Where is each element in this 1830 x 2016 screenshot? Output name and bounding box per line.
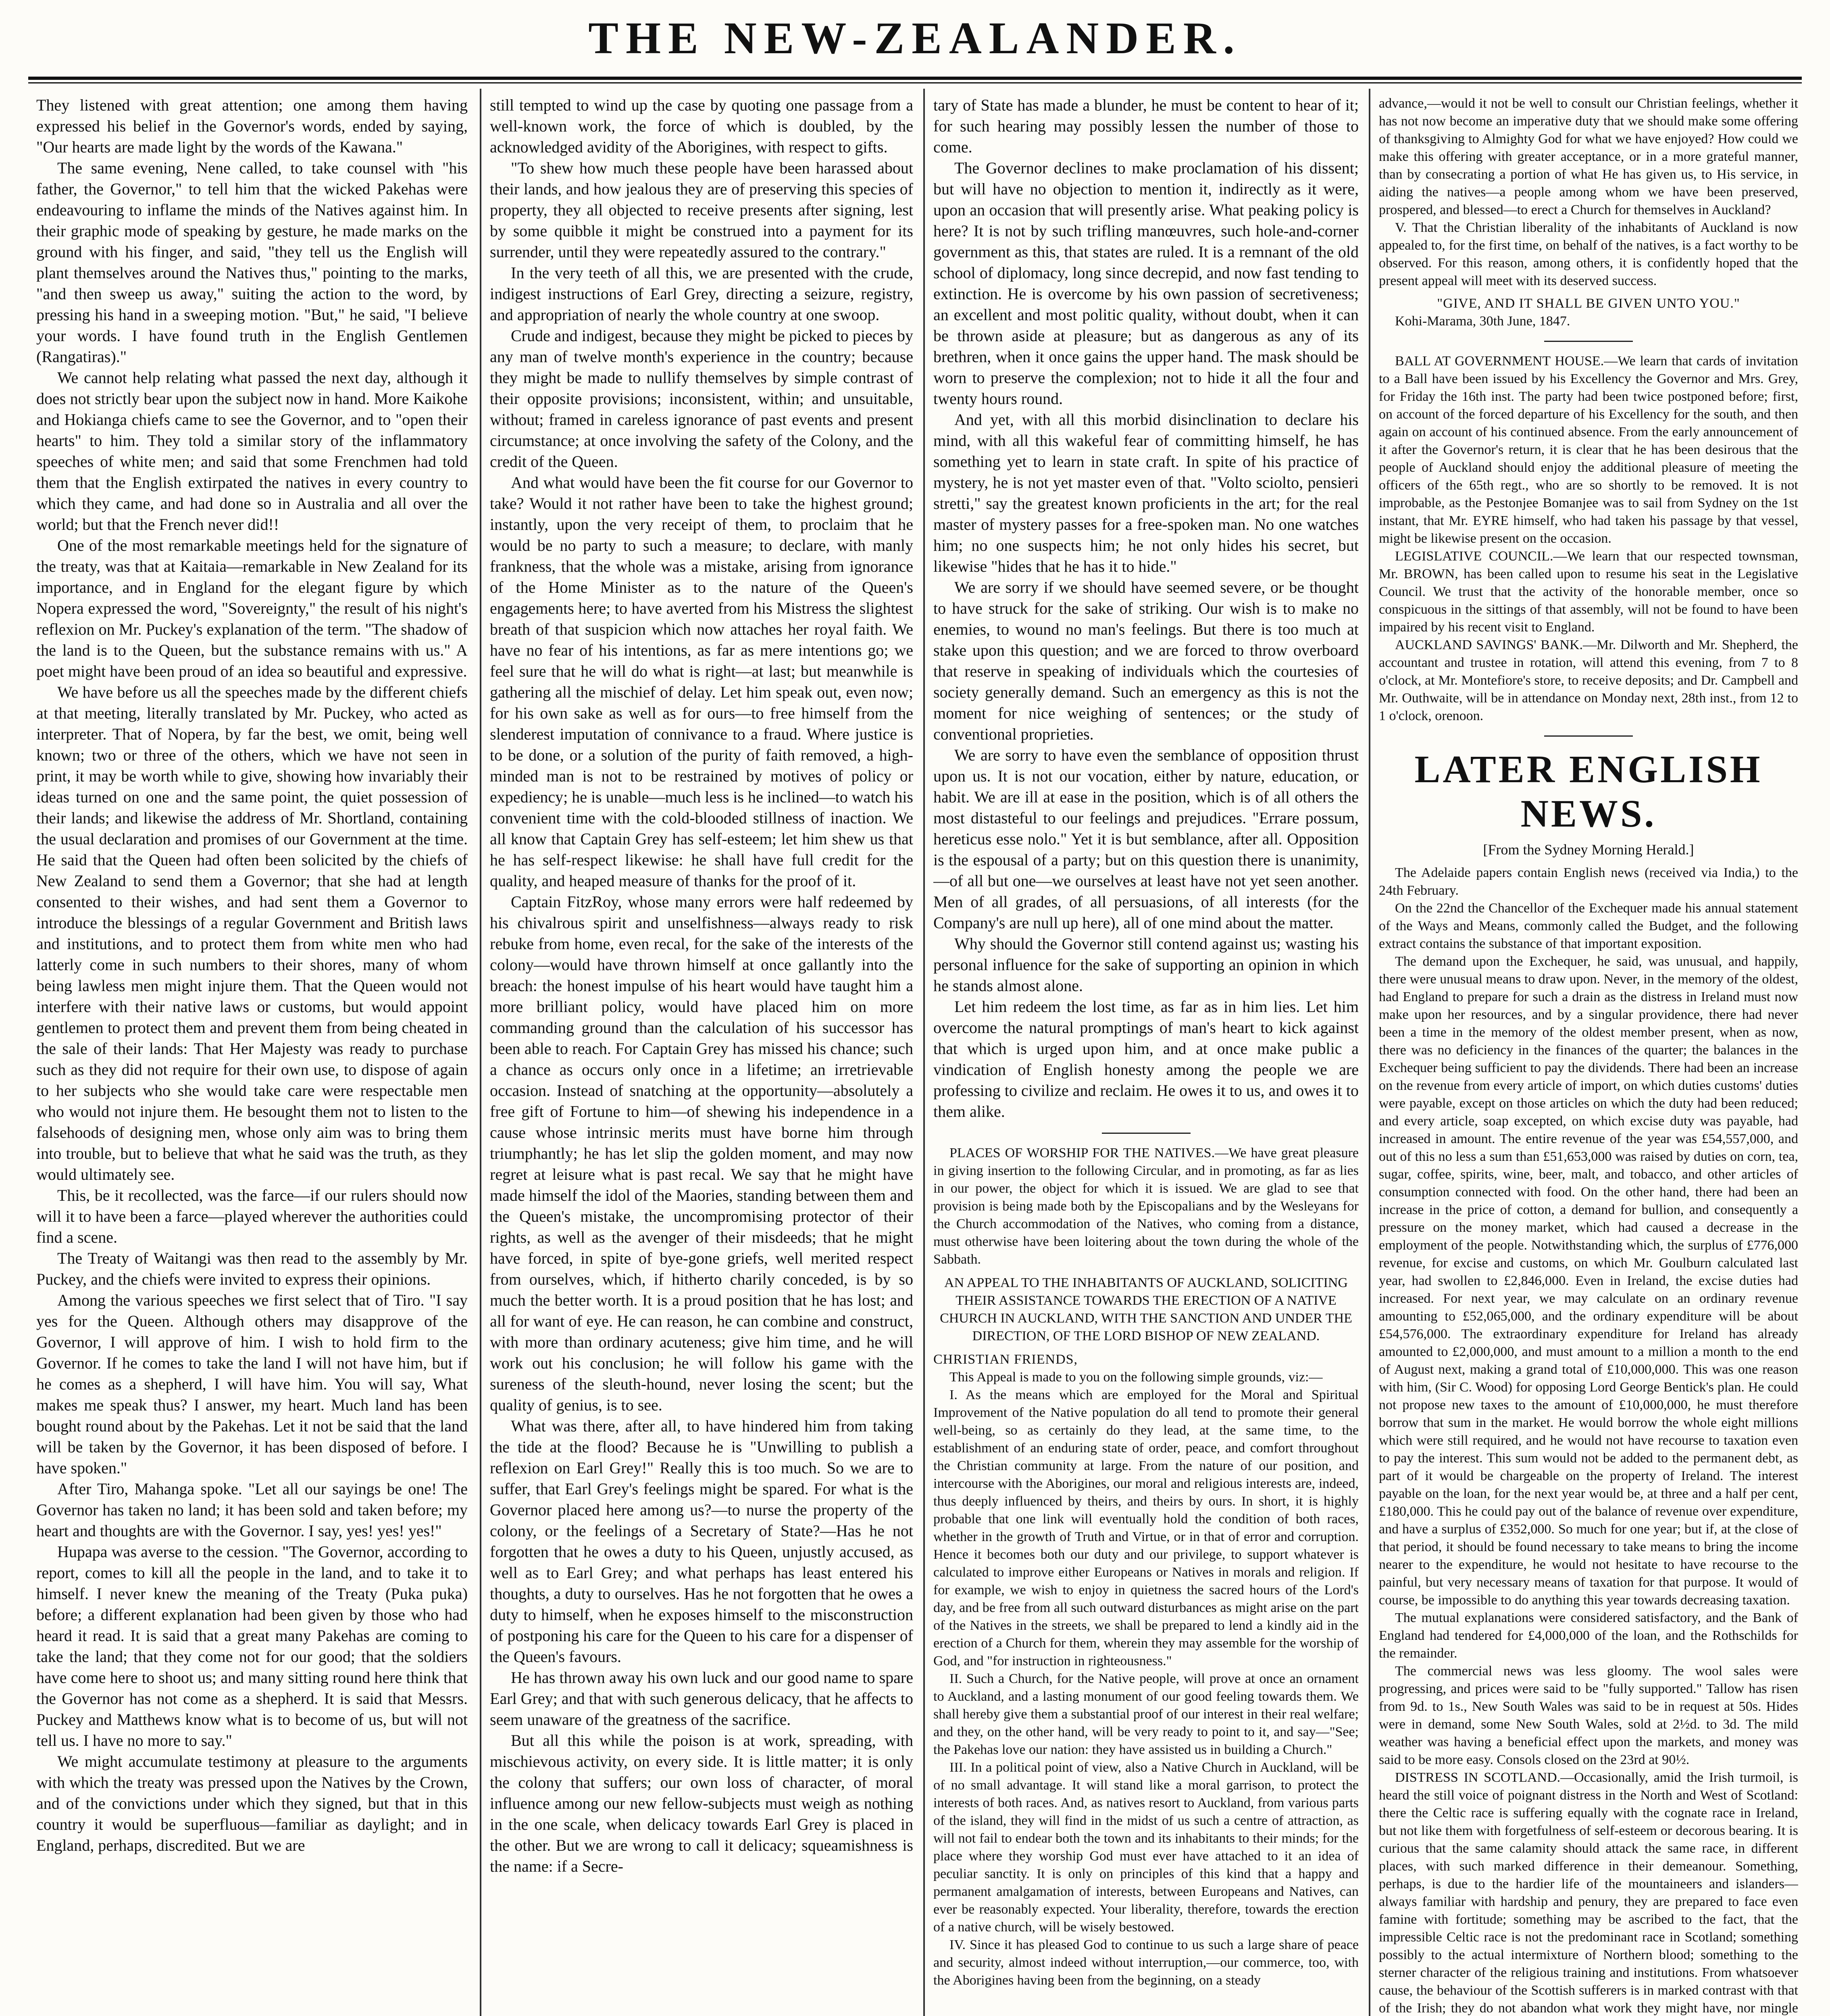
- news-item: BALL AT GOVERNMENT HOUSE.—We learn that cards of invitation to a Ball have been issued by his Excellency the Governor and Mrs. Grey, for Friday the 16th inst. The party had been twice postponed before; first, on account of the forced departure of his Excellency for the south, and then again on account of his continued absence. From the early announcement of it after the Governor's return, it is clear that he has been desirous that the people of Auckland should enjoy the additional pleasure of meeting the officers of the 65th regt., who are so shortly to be removed. It is not improbable, as the Pestonjee Bomanjee was to sail from Sydney on the 1st instant, that Mr. EYRE himself, who had taken his passage by that vessel, might be likewise present on the occasion.: [1379, 354, 1798, 546]
- appeal-paragraph: II. Such a Church, for the Native people, will prove at once an ornament to Auckland, and a lasting monument of our good feeling towards them. We shall hereby give them a substantial proof of our interest in their real welfare; and they, on the other hand, will be very ready to point to it, and say—"See; the Pakehas love our nation: they have assisted us in building a Church.": [933, 1671, 1359, 1757]
- paragraph: What was there, after all, to have hindered him from taking the tide at the flood? Because he is "Unwilling to publish a reflexion on Earl Grey!" Really this is too much. So we are to suffer, that Earl Grey's feelings might be spared. For what is the Governor placed here among us?—to nurse the property of the colony, or the feelings of a Secretary of State?—Has he not forgotten that he owes a duty to his Queen, unjustly accused, as well as to Earl Grey; and what perhaps has least entered his thoughts, a duty to ourselves. Has he not forgotten that he owes a duty to himself, when he exposes himself to the misconstruction of postponing his care for the Queen to his care for a dispenser of the Queen's favours.: [490, 1417, 913, 1666]
- news-paragraph: DISTRESS IN SCOTLAND.—Occasionally, amid the Irish turmoil, is heard the still voice of poignant distress in the North and West of Scotland: there the Celtic race is suffering equally with the cognate race in Ireland, but not like them with forgetfulness of self-esteem or decorous bearing. It is curious that the same calamity should attack the same race, in different places, with such marked difference in their demeanour. Something, perhaps, is due to the hardier life of the mountaineers and islanders—always familiar with hardship and penury, they are prepared to face even famine with fortitude; something may be ascribed to the fact, that the impressible Celtic race is not the predominant race in Scotland; something possibly to the actual intermixture of Northern blood; something to the sterner character of the religious training and institutions. From whatsoever cause, the behaviour of the Scottish sufferers is in marked contrast with that of the Irish; they do not abandon what work they might have, nor mingle: [1379, 1770, 1798, 2016]
- salutation: CHRISTIAN FRIENDS,: [933, 1352, 1078, 1367]
- column-4: [1379, 95, 1798, 2016]
- column-rule: [480, 89, 481, 2016]
- column-rule: [923, 89, 925, 2016]
- paragraph: We are sorry if we should have seemed severe, or be thought to have struck for the sake of striking. Our wish is to make no enemies, to wound no man's feelings. But there is too much at stake upon this question; and we are forced to throw overboard that reserve in speaking of individuals which the courtesies of society generally demand. Such an emergency as this is not the moment for nice weighing of sentences; or the study of conventional proprieties.: [933, 578, 1359, 743]
- news-paragraph: The Adelaide papers contain English news (received via India,) to the 24th February.: [1379, 865, 1798, 898]
- appeal-motto: "GIVE, AND IT SHALL BE GIVEN UNTO YOU.": [1437, 296, 1740, 311]
- notice-paragraph: PLACES OF WORSHIP FOR THE NATIVES.—We have great pleasure in giving insertion to the following Circular, and in promoting, as far as lies in our power, the object for which it is issued. We are glad to see that provision is being made both by the Episcopalians and by the Wesleyans for the Church accommodation of the Natives, who coming from a distance, must otherwise have been loitering about the town during the whole of the Sabbath.: [933, 1145, 1359, 1267]
- news-paragraph: The commercial news was less gloomy. The wool sales were progressing, and prices were said to be "fully supported." Tallow has risen from 9d. to 1s., New South Wales was said to be in request at 50s. Hides were in demand, some New South Wales, sold at 2½d. to 3d. The mild weather was having a beneficial effect upon the markets, and money was said to be more easy. Consols closed on the 23rd at 90½.: [1379, 1664, 1798, 1767]
- column-3: [933, 95, 1359, 2016]
- paragraph: We might accumulate testimony at pleasure to the arguments with which the treaty was pressed upon the Natives by the Crown, and of the convictions under which they signed, but that in this country it would be superfluous—familiar as daylight; and in England, perhaps, discredited. But we are: [36, 1752, 468, 1854]
- section-divider: [1544, 735, 1633, 737]
- appeal-paragraph: I. As the means which are employed for the Moral and Spiritual Improvement of the Native population do all tend to promote their general well-being, so as certainly do they lead, at the same time, to the establishment of an enduring state of order, peace, and comfort throughout the Christian community at large. From the nature of our position, and intercourse with the Aborigines, our moral and religious interests are, indeed, thus deeply influenced by theirs, and theirs by ours. In short, it is highly probable that one link will eventually hold the condition of both races, whether in the growth of Truth and Virtue, or in that of error and corruption. Hence it becomes both our duty and our privilege, to support whatever is calculated to improve either Europeans or Natives in morals and religion. If for example, we wish to enjoy in quietness the sacred hours of the Lord's day, and be free from all such outward disturbances as might arise on the part of the Natives in the streets, we shall be prepared to lend a kindly aid in the erection of a Church for them, wherein they may assemble for the worship of God, and "for instruction in righteousness.": [933, 1387, 1359, 1668]
- paragraph: We cannot help relating what passed the next day, although it does not strictly bear upon the subject now in hand. More Kaikohe and Hokianga chiefs came to see the Governor, and to "open their hearts" to him. They told a similar story of the inflammatory speeches of white men; and said that some Frenchmen had told them that the English extirpated the natives in every country to which they came, and had done so in Australia and all over the world; but that the French never did!!: [36, 369, 468, 533]
- news-paragraph: On the 22nd the Chancellor of the Exchequer made his annual statement of the Ways and Means, commonly called the Budget, and the following extract contains the substance of that important exposition.: [1379, 901, 1798, 951]
- paragraph: The Governor declines to make proclamation of his dissent; but will have no objection to mention it, indirectly as it were, upon an occasion that will presently arise. What peaking policy is here? It is not by such trifling manœuvres, such hole-and-corner government as this, that states are ruled. It is a remnant of the old school of diplomacy, long since decrepid, and now fast tending to extinction. He is overcome by his own passion of secretiveness; an excellent and most politic quality, without doubt, when it can be thrown aside at pleasure; but as dangerous as any of its brethren, when it once gains the upper hand. The mask should be worn to preserve the complexion; not to hide it all the four and twenty hours round.: [933, 159, 1359, 408]
- paragraph: tary of State has made a blunder, he must be content to hear of it; for such hearing may possibly lessen the number of those to come.: [933, 96, 1359, 156]
- paragraph: Hupapa was averse to the cession. "The Governor, according to report, comes to kill all the people in the land, and to take it to himself. I never knew the meaning of the Treaty (Puka puka) before; a different explanation had been given by those who had heard it read. It is said that a great many Pakehas are coming to take the land; that they come not for our good; that the soldiers have come here to shoot us; and many sitting round here think that the Governor has not come as a shepherd. It is said that Messrs. Puckey and Matthews know what is to become of us, but will not tell us. I have no more to say.": [36, 1543, 468, 1749]
- paragraph: And yet, with all this morbid disinclination to declare his mind, with all this wakeful fear of committing himself, he has something yet to learn in state craft. In spite of his practice of mystery, he is not yet master even of that. "Volto sciolto, pensieri stretti," say the greatest known proficients in the art; for the real master of mystery passes for a free-spoken man. No one watches him; no one suspects him; he not only hides his secret, but likewise "hides that he has it to hide.": [933, 410, 1359, 575]
- paragraph: We have before us all the speeches made by the different chiefs at that meeting, literally translated by Mr. Puckey, who acted as interpreter. That of Nopera, by far the best, we omit, being well known; two or three of the others, which we have not seen in print, it may be worth while to give, showing how invariably their ideas turned on one and the same point, the quiet possession of their lands; and likewise the address of Mr. Shortland, containing the usual declaration and promises of our Government at the time. He said that the Queen had often been solicited by the chiefs of New Zealand to send them a Governor; that she had at length consented to their wishes, and had sent them a Governor to introduce the blessings of a regular Government and British laws and institutions, and to protect them from white men who had latterly come in such numbers to their shores, many of whom being lawless men might injure them. That the Queen would not interfere with their native laws or customs, but would appoint gentlemen to protect them and prevent them from being cheated in the sale of their lands: That Her Majesty was ready to purchase such as they did not require for their own use, to dispose of again to her subjects who she would take care were respectable men who would not injure them. He besought them not to listen to the falsehoods of designing men, whose only aim was to bring them into trouble, but to believe that what he said was the truth, as they would ultimately see.: [36, 683, 468, 1183]
- section-divider: [1102, 1133, 1191, 1134]
- appeal-paragraph: advance,—would it not be well to consult our Christian feelings, whether it has not now become an imperative duty that we should make some offering of thanksgiving to Almighty God for what we have enjoyed? How could we make this offering with greater acceptance, or in a more grateful manner, than by consecrating a portion of what He has given us, to His service, in aiding the natives—a people among whom we have been preserved, prospered, and blessed—to erect a Church for themselves in Auckland?: [1379, 96, 1798, 217]
- paragraph: But all this while the poison is at work, spreading, with mischievous activity, on every side. It is little matter; it is only the colony that suffers; our own loss of character, of moral influence among our new fellow-subjects must weigh as nothing in the one scale, when delicacy towards Earl Grey is placed in the other. But we are wrong to call it delicacy; squeamishness is the name: if a Secre-: [490, 1731, 913, 1875]
- paragraph: Among the various speeches we first select that of Tiro. "I say yes for the Queen. Although others may disapprove of the Governor, I will approve of him. I wish to hold firm to the Governor. If he comes to take the land I will not have him, but if he comes as a shepherd, I will have him. You will say, What makes me speak thus? I answer, my heart. Much land has been bought round about by the Pakehas. Let it not be said that the land will be taken by the Governor, it has been disposed of before. I have spoken.": [36, 1291, 468, 1477]
- news-paragraph: The demand upon the Exchequer, he said, was unusual, and happily, there were unusual means to draw upon. Never, in the memory of the oldest, had England to prepare for such a drain as the distress in Ireland must now make upon her resources, and by a singular providence, there had never been a time in the memory of the oldest member present, when as now, there was no deficiency in the finances of the quarter; the balances in the Exchequer being sufficient to pay the dividends. There had been an increase on the revenue from every article of import, on which duties customs' duties were payable, except on those articles on which the duty had been reduced; and every article, soap excepted, on which excise duty was payable, had increased in amount. The entire revenue of the year was £54,557,000, and out of this no less a sum than £51,653,000 was raised by duties on corn, tea, sugar, coffee, spirits, wine, beer, malt, and tobacco, and other articles of consumption connected with food. On the other hand, there had been an increase in the price of cotton, a demand for bullion, and consequently a pressure on the money market, which had caused a decrease in the employment of the people. Notwithstanding which, the surplus of £776,000 revenue, for excise and customs, on which Mr. Goulburn calculated last year, had swollen to £2,846,000. Even in Ireland, the excise duties had increased. For next year, we may calculate on an ordinary revenue amounting to £52,065,000, and the ordinary expenditure will be about £54,576,000. The extraordinary expenditure for Ireland has already amounted to £2,000,000, and must amount to a million a month to the end of August next, making a grand total of £10,000,000. This was one reason with him, (Sir C. Wood) for opposing Lord George Bentick's plan. He could not propose new taxes to the amount of £10,000,000, he must therefore borrow that sum in the market. He would borrow the whole eight millions which were still required, and he would not have recourse to taxation even to pay the interest. This sum would not be added to the permanent debt, as part of it would be chargeable on the property of Ireland. The interest payable on the loan, for the next year would be, at three and a half per cent, £180,000. This he could pay out of the balance of revenue over expenditure, and have a surplus of £352,000. So much for one year; but if, at the close of that period, it should be found necessary to take means to bring the income nearer to the expenditure, he would not hesitate to have recourse to the painful, but very necessary means of taxation for that purpose. It would of course, be impossible to do anything this year towards decreasing taxation.: [1379, 954, 1798, 1608]
- paragraph: One of the most remarkable meetings held for the signature of the treaty, was that at Kaitaia—remarkable in New Zealand for its importance, and in England for the elegant figure by which Nopera expressed the word, "Sovereignty," the result of his night's reflexion on Mr. Puckey's explanation of the term. "The shadow of the land is to the Queen, but the substance remains with us." A poet might have been proud of an idea so beautiful and expressive.: [36, 536, 468, 680]
- news-paragraph: The mutual explanations were considered satisfactory, and the Bank of England had tendered for £4,000,000 of the loan, and the Rothschilds for the remainder.: [1379, 1610, 1798, 1661]
- source-line: [From the Sydney Morning Herald.]: [1483, 841, 1694, 858]
- paragraph: The Treaty of Waitangi was then read to the assembly by Mr. Puckey, and the chiefs were invited to express their opinions.: [36, 1249, 468, 1288]
- section-heading: LATER ENGLISH NEWS.: [1414, 748, 1763, 835]
- section-divider: [1544, 341, 1633, 342]
- appeal-paragraph: This Appeal is made to you on the following simple grounds, viz:—: [949, 1370, 1323, 1385]
- paragraph: And what would have been the fit course for our Governor to take? Would it not rather have been to take the highest ground; instantly, upon the very receipt of them, to proclaim that he would be no party to such a measure; to declare, with manly frankness, that the whole was a mistake, arising from ignorance of the Home Minister as to the nature of the Queen's engagements here; to have averted from his Mistress the slightest breath of that suspicion which now attaches her royal faith. We have no fear of his intentions, as far as mere intentions go; we feel sure that he will do what is right—at last; but meanwhile is gathering all the mischief of delay. Let him speak out, even now; for his own sake as well as for ours—to free himself from the slenderest imputation of connivance to a fraud. Where justice is to be done, or a solution of the purity of faith removed, a high-minded man is not to be restrained by motives of policy or expediency; he is unable—much less is he inclined—to watch his convenient time with the cold-blooded stillness of inaction. We all know that Captain Grey has self-esteem; let him shew us that he has self-respect likewise: he shall have full credit for the quality, and heaped measure of thanks for the proof of it.: [490, 473, 913, 890]
- appeal-paragraph: III. In a political point of view, also a Native Church in Auckland, will be of no small advantage. It will stand like a moral garrison, to protect the interests of both races. And, as natives resort to Auckland, from various parts of the island, they will find in the midst of us such a centre of attraction, as will not fail to endear both the town and its inhabitants to their minds; for the place where they worship God must ever have attached to it an idea of peculiar sanctity. It is only on principles of this kind that a happy and permanent amalgamation of interests, between Europeans and Natives, can ever be reasonably expected. Your liberality, therefore, towards the erection of a native church, will be wisely bestowed.: [933, 1760, 1359, 1935]
- column-1: [36, 95, 468, 2016]
- paragraph: Captain FitzRoy, whose many errors were half redeemed by his chivalrous spirit and unselfishness—always ready to risk rebuke from home, even recal, for the sake of the interests of the colony—would have thrown himself at once gallantly into the breach: the honest impulse of his heart would have taught him a more brilliant policy, would have placed him on more commanding ground than the calculation of his successor has been able to reach. For Captain Grey has missed his chance; such a chance as occurs only once in a lifetime; an irretrievable occasion. Instead of snatching at the opportunity—absolutely a free gift of Fortune to him—of shewing his independence in a cause whose intrinsic merits must have borne him through triumphantly; he has let slip the golden moment, and may now regret at leisure what is past recal. We say that he might have made himself the idol of the Maories, standing between them and the Queen's mistake, the uncompromising protector of their rights, as well as the avenger of their misdeeds; that he might have forced, in spite of bye-gone griefs, well merited respect from ourselves, which, if hitherto charily conceded, is by so much the better worth. It is a proud position that he has lost; and all for want of eye. He can reason, he can combine and construct, with more than ordinary acuteness; give him time, and he will work out his conclusion; he will follow his game with the sureness of the sleuth-hound, never losing the scent; but the quality of genius, is to see.: [490, 893, 913, 1414]
- paragraph: Let him redeem the lost time, as far as in him lies. Let him overcome the natural promptings of man's heart to kick against that which is urged upon him, and at once make public a vindication of English honesty among the people we are professing to civilize and reclaim. He owes it to us, and owes it to them alike.: [933, 998, 1359, 1120]
- masthead-thin-rule: [28, 82, 1802, 83]
- appeal-title: AN APPEAL TO THE INHABITANTS OF AUCKLAND, SOLICITING THEIR ASSISTANCE TOWARDS THE ERECTION OF A NATIVE CHURCH IN AUCKLAND, WITH THE SANCTION AND UNDER THE DIRECTION, OF THE LORD BISHOP OF NEW ZEALAND.: [940, 1275, 1352, 1343]
- paragraph: After Tiro, Mahanga spoke. "Let all our sayings be one! The Governor has taken no land; it has been sold and taken before; my heart and thoughts are with the Governor. I say, yes! yes! yes!": [36, 1480, 468, 1540]
- paragraph: Why should the Governor still contend against us; wasting his personal influence for the sake of supporting an opinion in which he stands almost alone.: [933, 935, 1359, 995]
- masthead-rule: [28, 77, 1802, 80]
- appeal-paragraph: V. That the Christian liberality of the inhabitants of Auckland is now appealed to, for the first time, on behalf of the natives, is a fact worthy to be observed. For this reason, among others, it is confidently hoped that the present appeal will meet with its deserved success.: [1379, 220, 1798, 288]
- quotation: "To shew how much these people have been harassed about their lands, and how jealous they are of preserving this species of property, they all objected to receive presents after signing, lest by some quibble it might be construed into a payment for its surrender, until they were repeatedly assured to the contrary.": [490, 159, 913, 261]
- paragraph: They listened with great attention; one among them having expressed his belief in the Governor's words, ended by saying, "Our hearts are made light by the words of the Kawana.": [36, 96, 468, 156]
- paragraph: We are sorry to have even the semblance of opposition thrust upon us. It is not our vocation, either by nature, education, or habit. We are ill at ease in the position, which is of all others the most distasteful to our feelings and prejudices. "Errare possum, hereticus esse nolo." Yet it is but semblance, after all. Opposition is the espousal of a party; but on this question there is unanimity,—of all but one—we ourselves at least have not yet seen another. Men of all grades, of all persuasions, of all interests (for the Company's are null up here), all of one mind about the matter.: [933, 746, 1359, 932]
- news-item: AUCKLAND SAVINGS' BANK.—Mr. Dilworth and Mr. Shepherd, the accountant and trustee in rotation, will attend this evening, from 7 to 8 o'clock, at Mr. Montefiore's store, to receive deposits; and Dr. Campbell and Mr. Outhwaite, will be in attendance on Monday next, 28th inst., from 12 to 1 o'clock, orenoon.: [1379, 637, 1798, 723]
- appeal-paragraph: IV. Since it has pleased God to continue to us such a large share of peace and security, almost indeed without interruption,—our commerce, too, with the Aborigines having been from the beginning, on a steady: [933, 1937, 1359, 1988]
- paragraph: This, be it recollected, was the farce—if our rulers should now will it to have been a farce—played wherever the authorities could find a scene.: [36, 1186, 468, 1246]
- paragraph: In the very teeth of all this, we are presented with the crude, indigest instructions of Earl Grey, directing a seizure, registry, and appropriation of nearly the whole country at one swoop.: [490, 264, 913, 324]
- native-church-appeal: [933, 1144, 1359, 1989]
- masthead: THE NEW-ZEALANDER.: [588, 13, 1242, 63]
- paragraph: He has thrown away his own luck and our good name to spare Earl Grey; and that with such generous delicacy, that he affects to seem unaware of the greatness of the sacrifice.: [490, 1668, 913, 1729]
- paragraph: Crude and indigest, because they might be picked to pieces by any man of twelve month's experience in the country; because they might be made to nullify themselves by simple contrast of their opposite provisions; inconsistent, within; and unsuitable, without; framed in careless ignorance of past events and present circumstance; at once involving the safety of the Colony, and the credit of the Queen.: [490, 327, 913, 471]
- news-item: LEGISLATIVE COUNCIL.—We learn that our respected townsman, Mr. BROWN, has been called upon to resume his seat in the Legislative Council. We trust that the activity of the honorable member, once so conspicuous in the sittings of that assembly, will not be found to have been impaired by his recent visit to England.: [1379, 549, 1798, 635]
- paragraph: The same evening, Nene called, to take counsel with "his father, the Governor," to tell him that the wicked Pakehas were endeavouring to inflame the minds of the Natives against him. In their graphic mode of speaking by gesture, he made marks on the ground with his finger, and said, "they tell us the English will plant themselves around the Natives thus," pointing to the marks, "and then sweep us away," suiting the action to the word, by pressing his hand in a sweeping motion. "But," he said, "I believe your words. I have found truth in the English Gentlemen (Rangatiras).": [36, 159, 468, 366]
- column-rule: [1369, 89, 1370, 2016]
- appeal-dateline: Kohi-Marama, 30th June, 1847.: [1395, 314, 1570, 329]
- paragraph: still tempted to wind up the case by quoting one passage from a well-known work, the force of which is doubled, by the acknowledged avidity of the Aborigines, with respect to gifts.: [490, 96, 913, 156]
- column-2: [490, 95, 913, 2016]
